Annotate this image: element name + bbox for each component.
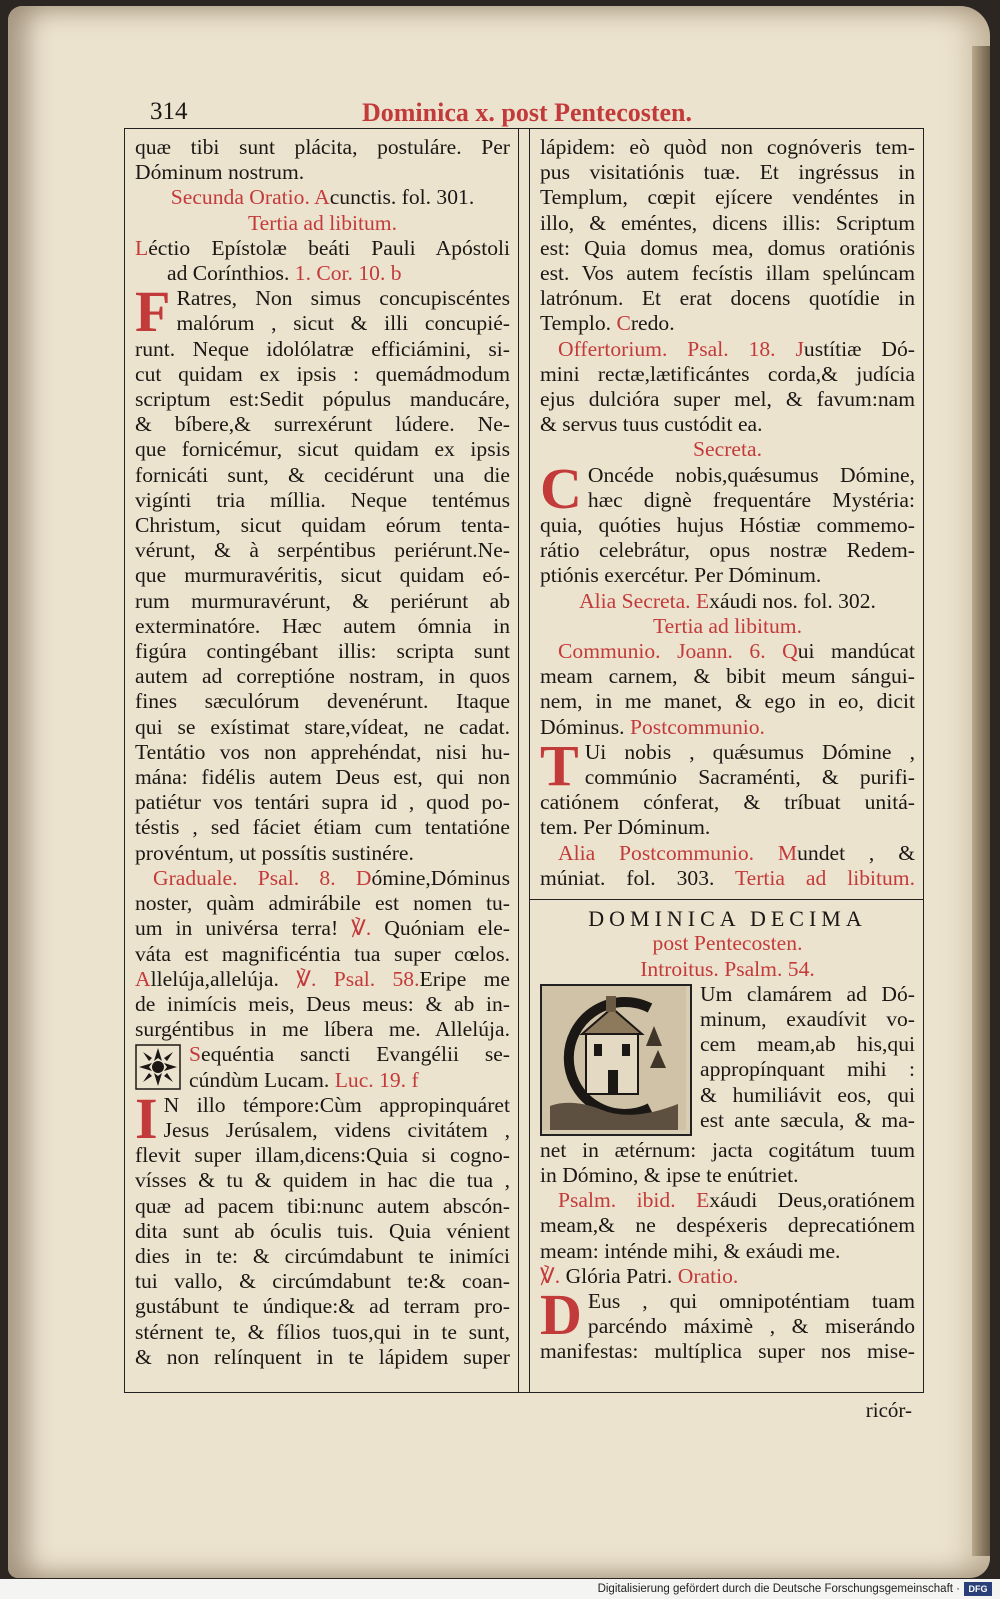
body-text: váta est magnificéntia tua super cœlos.	[135, 941, 510, 966]
body-text: ad Corínthios.	[167, 261, 295, 286]
body-text: quæ ad pacem tibi:nunc autem abscón-	[135, 1193, 510, 1218]
drop-initial: I	[135, 1092, 158, 1144]
body-text: Jesus Jerúsalem, videns civitátem ,	[163, 1117, 510, 1142]
body-text: gustábunt te úndique:& ad terram pro-	[135, 1294, 510, 1319]
text-line	[135, 437, 510, 462]
text-line	[135, 815, 510, 840]
text-line	[540, 815, 915, 840]
body-text: Eus , qui omnipoténtiam tuam	[587, 1288, 915, 1313]
text-line	[135, 639, 510, 664]
text-line	[135, 916, 510, 941]
body-text: nem, in me manet, & ego in eo, dicit	[540, 689, 915, 714]
text-line	[135, 942, 510, 967]
body-text: & humiliávit eos, qui	[700, 1082, 915, 1107]
body-text: noster, quàm admirábile est nomen tu-	[135, 891, 510, 916]
body-text: illo, & eméntes, dicens illis: Scriptum	[540, 210, 915, 235]
text-line	[540, 589, 915, 614]
page-edge	[972, 46, 990, 1556]
woodcut-initial-c	[540, 984, 692, 1136]
text-line	[135, 236, 510, 261]
text-line	[588, 1289, 915, 1314]
text-line	[540, 906, 915, 931]
body-text: de inimícis meis, Deus meus: & ab in-	[135, 991, 510, 1016]
text-line	[135, 513, 510, 538]
text-line	[135, 261, 510, 286]
woodcut-shape	[622, 1044, 630, 1056]
right-column	[529, 129, 924, 1392]
page-number: 314	[150, 98, 188, 125]
initial-paragraph	[540, 463, 915, 513]
drop-initial: D	[540, 1288, 582, 1340]
text-line	[540, 362, 915, 387]
drop-initial: F	[135, 286, 171, 337]
body-text: cut quidam ex ipsis : quemádmodum	[135, 361, 510, 386]
body-text: fornicáti sunt, & cecidérunt una die	[135, 462, 510, 487]
text-line	[540, 1188, 915, 1213]
text-line	[540, 286, 915, 311]
body-text: exterminatóre. Hæc autem ómnia in	[135, 613, 510, 638]
text-line	[135, 135, 510, 160]
dfg-logo: DFG	[964, 1582, 992, 1596]
text-line	[700, 1083, 915, 1108]
rubric-text: L	[135, 235, 149, 260]
text-line	[540, 931, 915, 956]
body-text: in Dómino, & ipse te enútriet.	[540, 1162, 799, 1187]
body-text: dies in te: & circúmdabunt te inimíci	[135, 1243, 510, 1268]
body-text: provéntum, ut possítis sustinére.	[135, 840, 414, 865]
body-text: commúnio Sacraménti, & purifi-	[584, 765, 915, 790]
text-line	[540, 957, 915, 982]
body-text: tem. Per Dóminum.	[540, 815, 711, 840]
body-text: Glória Patri.	[560, 1263, 678, 1288]
wrapped-lines	[164, 1093, 510, 1143]
rubric-text: S	[189, 1042, 202, 1067]
ornament-shape	[152, 1061, 164, 1073]
text-line	[540, 387, 915, 412]
body-text: patiétur vos tentári supra id , quod po-	[135, 790, 510, 815]
body-text: Um clamárem ad Dó-	[700, 981, 915, 1006]
rubric-text: Postcommunio.	[629, 714, 765, 739]
initial-paragraph	[540, 740, 915, 790]
text-line	[135, 1194, 510, 1219]
body-text: dita sunt ab óculis tuis. Quia vénient	[135, 1218, 510, 1243]
woodcut-shape	[606, 996, 616, 1012]
text-line	[585, 765, 915, 790]
text-line	[540, 1138, 915, 1163]
body-text: parcéndo máximè , & miserándo	[587, 1314, 915, 1339]
text-line	[135, 1017, 510, 1042]
text-line	[540, 790, 915, 815]
text-line	[135, 664, 510, 689]
body-text: pus visitatiónis tuæ. Et ingréssus in	[540, 160, 915, 185]
body-text: Dóminus.	[540, 714, 630, 739]
text-line	[135, 362, 510, 387]
rubric-text: ℣.	[540, 1263, 561, 1288]
body-text: tui vallo, & circúmdabunt te:& coan-	[135, 1269, 510, 1294]
text-line	[135, 992, 510, 1017]
woodcut-shape	[594, 1044, 602, 1056]
text-line	[176, 286, 510, 311]
wrapped-lines	[585, 740, 915, 790]
text-line	[700, 1032, 915, 1057]
text-line	[700, 1007, 915, 1032]
body-text: ptiónis exercétur. Per Dóminum.	[540, 563, 822, 588]
left-column	[124, 129, 519, 1392]
text-line	[540, 1213, 915, 1238]
rubric-text: ℣. Psal. 58.	[296, 966, 420, 991]
body-text: Eripe me	[419, 966, 510, 991]
text-line	[540, 614, 915, 639]
text-line	[540, 664, 915, 689]
drop-initial: C	[540, 462, 582, 514]
body-text: meam: inténde mihi, & exáudi me.	[540, 1238, 841, 1263]
rubric-text: Alia Postcommunio. M	[558, 840, 798, 865]
body-text: est. Vos autem fecístis illam spelúncam	[540, 261, 915, 286]
text-line	[540, 715, 915, 740]
body-text: mini rectæ,lætificántes corda,& judícia	[540, 361, 915, 386]
body-text: fines sæculórum devenérunt. Itaque	[135, 689, 510, 714]
body-text: Oncéde nobis,quǽsumus Dómine,	[587, 462, 915, 487]
rubric-text: ℣.	[351, 916, 372, 941]
text-line	[540, 1239, 915, 1264]
text-line	[540, 639, 915, 664]
drop-initial: T	[540, 739, 579, 791]
body-text: ustítiæ Dó-	[803, 336, 915, 361]
body-text: cem meam,ab his,qui	[700, 1032, 915, 1057]
body-text: DOMINICA DECIMA	[588, 906, 867, 932]
text-line	[135, 740, 510, 765]
text-line	[540, 1264, 915, 1289]
text-line	[588, 488, 915, 513]
body-text: flevit super illam,dicens:Quia si cogno-	[135, 1143, 510, 1168]
page-header	[150, 98, 920, 132]
rubric-text: A	[314, 185, 330, 210]
body-text: quia, quóties hujus Hóstiæ commemo-	[540, 513, 915, 538]
text-line	[189, 1068, 510, 1093]
text-line	[135, 412, 510, 437]
body-text: téstis , sed fáciet étiam cum tentatióne	[135, 815, 510, 840]
body-text: xáudi Deus,oratiónem	[709, 1188, 916, 1213]
body-text: múniat. fol. 303.	[540, 865, 735, 890]
rubric-text: Oratio.	[677, 1263, 739, 1288]
text-line	[135, 1168, 510, 1193]
text-line	[164, 1093, 510, 1118]
body-text: net in ætérnum: jacta cogitátum tuum	[540, 1137, 915, 1162]
text-line	[135, 891, 510, 916]
text-line	[135, 689, 510, 714]
text-line	[540, 689, 915, 714]
body-text: N illo témpore:Cùm appropinquáret	[163, 1092, 510, 1117]
body-text: & non relínquent in te lápidem super	[135, 1344, 510, 1369]
body-text: Templum, cœpit ejícere vendéntes in	[540, 185, 915, 210]
text-line	[135, 589, 510, 614]
text-line	[135, 1143, 510, 1168]
body-text: ui mandúcat	[797, 639, 915, 664]
body-text: llelúja,allelúja.	[150, 966, 297, 991]
body-text: cúndùm Lucam.	[189, 1067, 335, 1092]
rubric-text: Tertia ad libitum.	[734, 865, 915, 890]
body-text: mána: fidélis autem Deus est, qui non	[135, 765, 510, 790]
rubric-text: A	[135, 966, 151, 991]
rubric-text: Graduale. Psal. 8. D	[153, 865, 372, 890]
body-text: Tentátio vos non apprehéndat, nisi hu-	[135, 739, 510, 764]
body-text: autem ad correptióne nostram, in quos	[135, 664, 510, 689]
text-line	[540, 185, 915, 210]
body-text: lápidem: eò quòd non cognóveris tem-	[540, 135, 915, 159]
body-text: qui se exístimat stare,vídeat, ne cadat.	[135, 714, 510, 739]
text-line	[135, 563, 510, 588]
text-line	[540, 1339, 915, 1364]
body-text: manifestas: multíplica super nos mise-	[540, 1339, 915, 1364]
body-text: xáudi nos. fol. 302.	[709, 588, 876, 613]
body-text: vísses & tu & quidem in hac die tua ,	[135, 1168, 510, 1193]
ornament-graphic	[135, 1044, 181, 1090]
body-text: surgéntibus in me líbera me. Allelúja.	[135, 1017, 510, 1042]
text-line	[540, 337, 915, 362]
rubric-text: Luc. 19. f	[334, 1067, 419, 1092]
body-text: ejus dulcióra super mel, & favum:nam	[540, 387, 915, 412]
text-line	[135, 866, 510, 891]
right-column-text	[530, 129, 923, 1365]
text-line	[135, 387, 510, 412]
text-line	[700, 1108, 915, 1133]
body-text: & servus tuus custódit ea.	[540, 412, 763, 437]
initial-paragraph	[135, 286, 510, 336]
text-line	[135, 1219, 510, 1244]
body-text: est: Quia domus mea, domus oratiónis	[540, 235, 915, 260]
running-title: Dominica x. post Pentecosten.	[362, 98, 693, 127]
text-line	[135, 967, 510, 992]
text-line	[588, 463, 915, 488]
text-line	[540, 841, 915, 866]
text-line	[540, 412, 915, 437]
body-text: & bíbere,& surrexérunt lúdere. Ne-	[135, 412, 510, 437]
body-text: equéntia sancti Evangélii se-	[201, 1042, 510, 1067]
text-frame	[124, 128, 924, 1393]
text-line	[540, 261, 915, 286]
body-text: Ui nobis , quǽsumus Dómine ,	[584, 739, 915, 764]
text-line	[135, 538, 510, 563]
woodcut-paragraph	[540, 982, 915, 1138]
left-column-text	[125, 129, 518, 1370]
text-line	[540, 538, 915, 563]
text-line	[135, 1345, 510, 1370]
body-text: catiónem cónferat, & tríbuat unitá-	[540, 790, 915, 815]
woodcut-shape	[608, 1070, 618, 1094]
text-line	[540, 311, 915, 336]
text-line	[540, 236, 915, 261]
body-text: appropínquant mihi :	[700, 1057, 915, 1082]
body-text: runt. Neque idolólatræ efficiámini, si-	[135, 336, 510, 361]
text-line	[135, 211, 510, 236]
body-text: hæc dignè frequentáre Mystéria:	[587, 487, 915, 512]
rubric-text: Alia Secreta. E	[579, 588, 710, 613]
text-line	[700, 982, 915, 1007]
rubric-text: Tertia ad libitum.	[247, 210, 397, 235]
ornament-icon	[135, 1044, 183, 1092]
initial-paragraph	[135, 1093, 510, 1143]
text-line	[135, 1269, 510, 1294]
text-line	[135, 765, 510, 790]
text-line	[176, 311, 510, 336]
text-line	[135, 160, 510, 185]
body-text: figúra contingébant illis: scripta sunt	[135, 639, 510, 664]
text-line	[588, 1314, 915, 1339]
wrapped-lines	[189, 1042, 510, 1092]
body-text: quæ tibi sunt plácita, postuláre. Per	[135, 135, 510, 159]
wrapped-lines	[588, 1289, 915, 1339]
wrapped-lines	[176, 286, 510, 336]
body-text: est ante sæcula, & ma-	[700, 1107, 915, 1132]
text-line	[135, 1294, 510, 1319]
rubric-text: Secunda Oratio.	[170, 185, 315, 210]
text-line	[135, 488, 510, 513]
section-rule	[530, 899, 923, 900]
body-text: vigínti tria míllia. Neque tentémus	[135, 487, 510, 512]
text-line	[700, 1057, 915, 1082]
body-text: rum murmuravérunt, & periérunt ab	[135, 588, 510, 613]
body-text: Quóniam ele-	[371, 916, 510, 941]
body-text: scriptum est:Sedit pópulus manducáre,	[135, 387, 510, 412]
text-line	[540, 160, 915, 185]
body-text: undet , &	[797, 840, 915, 865]
rubric-text: Offertorium. Psal. 18. J	[558, 336, 804, 361]
text-line	[135, 614, 510, 639]
body-text: redo.	[630, 311, 675, 336]
rubric-text: Psalm. ibid. E	[558, 1188, 710, 1213]
body-text: meam,& ne despéxeris deprecatiónem	[540, 1213, 915, 1238]
body-text: minum, exaudívit vo-	[700, 1006, 915, 1031]
catchword: ricór-	[865, 1398, 912, 1422]
text-line	[585, 740, 915, 765]
woodcut-illustration	[542, 986, 686, 1130]
text-line	[540, 1163, 915, 1188]
body-text: meam carnem, & bibit meum sángui-	[540, 664, 915, 689]
text-line	[540, 513, 915, 538]
text-line	[540, 135, 915, 160]
rubric-text: Communio. Joann. 6. Q	[558, 639, 798, 664]
footer-credit: Digitalisierung gefördert durch die Deutsche Forschungsgemeinschaft ·	[597, 1583, 960, 1595]
text-line	[540, 866, 915, 891]
text-line	[135, 715, 510, 740]
text-line	[164, 1118, 510, 1143]
rubric-text: Tertia ad libitum.	[652, 613, 802, 638]
body-text: ómine,Dóminus	[371, 865, 510, 890]
body-text: Christum, sicut quidam eórum tenta-	[135, 513, 510, 538]
body-text: que fornicémur, sicut quidam ex ipsis	[135, 437, 510, 462]
rubric-text: C	[616, 311, 631, 336]
text-line	[540, 563, 915, 588]
text-line	[135, 1320, 510, 1345]
text-line	[189, 1042, 510, 1067]
rubric-text: Secreta.	[693, 437, 762, 462]
text-line	[135, 841, 510, 866]
body-text: éctio Epístolæ beáti Pauli Apóstoli	[148, 235, 510, 260]
body-text: um in univérsa terra!	[135, 916, 352, 941]
text-line	[135, 463, 510, 488]
body-text: latrónum. Et erat docens quotídie in	[540, 286, 915, 311]
body-text: rátio celebrátur, opus nostræ Redem-	[540, 538, 915, 563]
text-line	[135, 337, 510, 362]
body-text: Dóminum nostrum.	[135, 160, 305, 185]
initial-paragraph	[540, 1289, 915, 1339]
wrapped-lines	[588, 463, 915, 513]
body-text: Ratres, Non simus concupiscéntes	[176, 286, 510, 311]
text-line	[135, 790, 510, 815]
footer-bar	[0, 1579, 1000, 1599]
body-text: malórum , sicut & illi concupié-	[176, 311, 510, 336]
body-text: que murmuravéritis, sicut quidam eó-	[135, 563, 510, 588]
text-line	[540, 437, 915, 462]
body-text: Templo.	[540, 311, 617, 336]
body-text: vérunt, & à serpéntibus periérunt.Ne-	[135, 538, 510, 563]
rubric-text: post Pentecosten.	[652, 931, 803, 956]
text-line	[135, 1244, 510, 1269]
body-text: cunctis. fol. 301.	[329, 185, 475, 210]
rubric-text: Introitus. Psalm. 54.	[640, 956, 815, 981]
text-line	[540, 211, 915, 236]
rubric-text: 1. Cor. 10. b	[294, 261, 402, 286]
initial-paragraph	[135, 1042, 510, 1092]
body-text: stérnent te, & fílios tuos,qui in te sunt,	[135, 1319, 510, 1344]
text-line	[135, 185, 510, 210]
wrapped-lines	[700, 982, 915, 1133]
